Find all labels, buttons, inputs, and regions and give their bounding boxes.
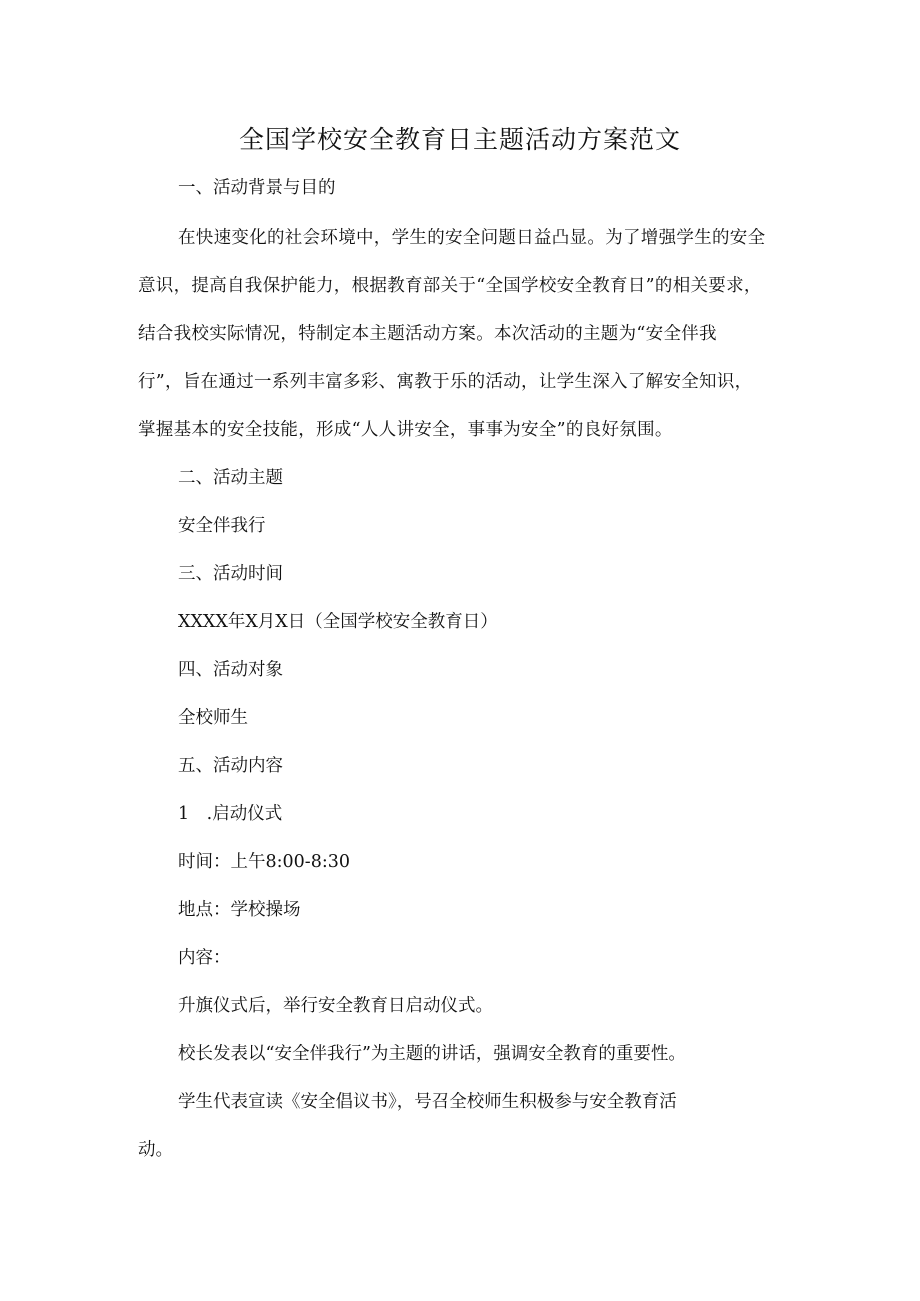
participants-value: 全校师生 [178, 708, 248, 728]
paragraph-line-4: 行”，旨在通过一系列丰富多彩、寓教于乐的活动，让学生深入了解安全知识， [138, 372, 753, 392]
time-value: XXXX年X月X日（全国学校安全教育日） [178, 612, 498, 632]
ceremony-content-line-3: 学生代表宣读《安全倡议书》，号召全校师生积极参与安全教育活 [178, 1092, 677, 1112]
ceremony-time: 时间：上午8:00-8:30 [178, 852, 351, 872]
ceremony-content-line-1: 升旗仪式后，举行安全教育日启动仪式。 [178, 996, 493, 1016]
ceremony-content-label: 内容： [178, 948, 231, 968]
subheading-opening-ceremony: 1 .启动仪式 [178, 804, 283, 824]
section-heading-participants: 四、活动对象 [178, 660, 283, 680]
paragraph-line-3: 结合我校实际情况，特制定本主题活动方案。本次活动的主题为“安全伴我 [138, 324, 717, 344]
paragraph-line-2: 意识，提高自我保护能力，根据教育部关于“全国学校安全教育日”的相关要求， [138, 276, 762, 296]
paragraph-line-1: 在快速变化的社会环境中，学生的安全问题日益凸显。为了增强学生的安全 [178, 228, 766, 248]
paragraph-line-5: 掌握基本的安全技能，形成“人人讲安全，事事为安全”的良好氛围。 [138, 420, 673, 440]
section-heading-time: 三、活动时间 [178, 564, 283, 584]
document-title: 全国学校安全教育日主题活动方案范文 [238, 125, 681, 154]
section-heading-content: 五、活动内容 [178, 756, 283, 776]
theme-value: 安全伴我行 [178, 516, 266, 536]
ceremony-location: 地点：学校操场 [178, 900, 301, 920]
ceremony-content-line-4: 动。 [138, 1140, 173, 1160]
section-heading-theme: 二、活动主题 [178, 468, 283, 488]
ceremony-content-line-2: 校长发表以“安全伴我行”为主题的讲话，强调安全教育的重要性。 [178, 1044, 686, 1064]
section-heading-background: 一、活动背景与目的 [178, 178, 336, 198]
